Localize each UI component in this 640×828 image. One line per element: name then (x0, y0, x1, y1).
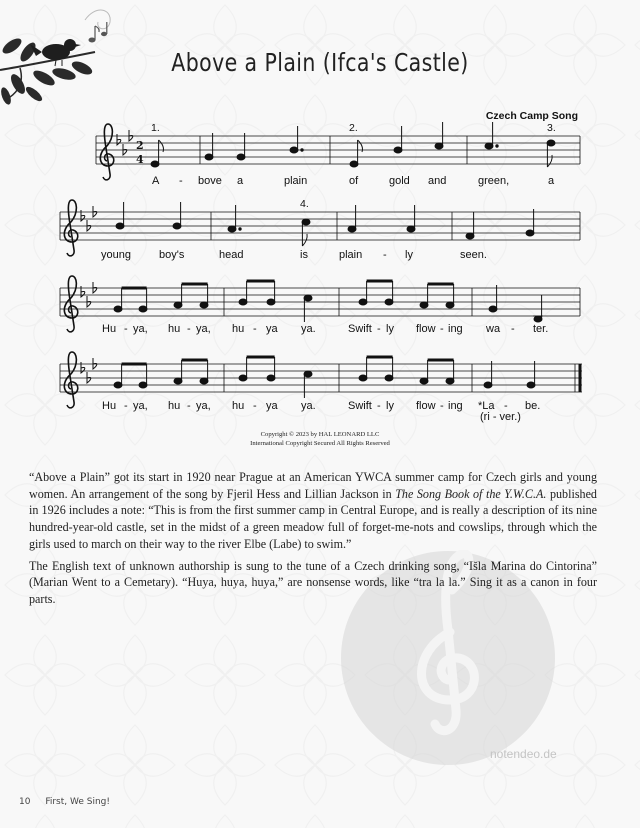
copyright-notice: Copyright © 2023 by HAL LEONARD LLC International Copyright Secured All Rights Reserved (250, 431, 390, 447)
song-description (29, 469, 597, 613)
page-footer (19, 797, 122, 807)
svg-text:-: - (179, 175, 183, 187)
svg-text:a: a (237, 175, 244, 187)
svg-text:ing: ing (448, 400, 463, 412)
svg-text:ya.: ya. (301, 323, 316, 335)
svg-text:-: - (504, 400, 508, 412)
paragraph-2: The English text of unknown authorship is sung to the tune of a Czech drinking song, “Išla Marina do Cintorina” (Marian Went to a Cemetary). “Huya, huya, huya,” are nonsense words, like “tra la la.” Sing it as a canon in four parts. (29, 558, 597, 606)
svg-text:ya,: ya, (133, 323, 148, 335)
svg-text:ya,: ya, (196, 323, 211, 335)
svg-text:ya: ya (266, 323, 278, 335)
canon-entry-4: 4. (300, 198, 309, 210)
staff-2 (60, 212, 580, 240)
svg-text:hu: hu (232, 323, 245, 335)
svg-text:ya,: ya, (133, 400, 148, 412)
svg-text:A: A (152, 175, 160, 187)
svg-text:-: - (124, 323, 128, 335)
svg-text:is: is (300, 249, 308, 261)
svg-text:head: head (219, 249, 244, 261)
svg-text:hu: hu (168, 400, 181, 412)
svg-text:gold: gold (389, 175, 410, 187)
staff-1 (96, 136, 580, 164)
svg-text:green,: green, (478, 175, 510, 187)
svg-text:4: 4 (136, 153, 144, 166)
svg-text:ly: ly (386, 323, 394, 335)
lyrics-line-2 (101, 249, 487, 261)
lyrics-line-3 (102, 323, 548, 335)
svg-text:boy's: boy's (159, 249, 185, 261)
svg-text:hu: hu (232, 400, 245, 412)
svg-text:ing: ing (448, 323, 463, 335)
svg-text:2: 2 (136, 139, 144, 152)
lyrics-line-4 (102, 400, 540, 423)
watermark-text: notendeo.de (490, 747, 557, 761)
staff-4 (60, 364, 582, 392)
book-title: First, We Sing! (45, 797, 110, 807)
song-attribution: Czech Camp Song (485, 110, 578, 122)
staff-3 (60, 288, 580, 316)
svg-text:ya: ya (266, 400, 278, 412)
svg-text:-: - (253, 323, 257, 335)
svg-text:-: - (253, 400, 257, 412)
svg-text:ya,: ya, (196, 400, 211, 412)
svg-text:hu: hu (168, 323, 181, 335)
canon-entry-3: 3. (547, 122, 556, 134)
svg-text:young: young (101, 249, 131, 261)
svg-text:Swift: Swift (348, 323, 372, 335)
svg-text:plain: plain (284, 175, 308, 187)
svg-text:Hu: Hu (102, 400, 117, 412)
svg-text:ter.: ter. (533, 323, 549, 335)
svg-text:Hu: Hu (102, 323, 117, 335)
svg-text:-: - (383, 249, 387, 261)
lyrics-line-1 (152, 175, 555, 187)
svg-text:-: - (440, 400, 444, 412)
canon-entry-2: 2. (349, 122, 358, 134)
svg-text:a: a (548, 175, 555, 187)
paragraph-1: “Above a Plain” got its start in 1920 near Prague at an American YWCA summer camp for Czech girls and young women. An arrangement of the song by Fjeril Hess and Lillian Jackson in The Song Book of the Y.W.C.A. published in 1926 includes a note: “This is from the first summer camp in Central Europe, and is really a description of its nine hundred-year-old castle, set in the midst of a green meadow full of forget-me-nots and cowslips, through which the girls used to march on their way to the river Elbe (Labe) to swim.” (29, 470, 597, 551)
svg-text:-: - (124, 400, 128, 412)
canon-entry-1: 1. (151, 122, 160, 134)
svg-text:plain: plain (339, 249, 363, 261)
svg-text:ly: ly (386, 400, 394, 412)
svg-text:bove: bove (198, 175, 222, 187)
svg-text:wa: wa (486, 323, 501, 335)
svg-text:-: - (440, 323, 444, 335)
svg-text:Swift: Swift (348, 400, 372, 412)
svg-text:of: of (349, 175, 359, 187)
svg-text:be.: be. (525, 400, 541, 412)
svg-text:-: - (187, 400, 191, 412)
lyrics-alt-text: (ri - ver.) (480, 411, 521, 423)
svg-text:ya.: ya. (301, 400, 316, 412)
svg-text:-: - (187, 323, 191, 335)
svg-text:flow: flow (416, 323, 436, 335)
svg-text:*La: *La (478, 400, 495, 412)
svg-text:seen.: seen. (460, 249, 487, 261)
svg-text:-: - (377, 323, 381, 335)
svg-text:flow: flow (416, 400, 436, 412)
svg-text:-: - (511, 323, 515, 335)
page-number: 10 (19, 797, 31, 807)
svg-text:and: and (428, 175, 447, 187)
page-title: Above a Plain (Ifca's Castle) (171, 48, 469, 77)
svg-text:ly: ly (405, 249, 413, 261)
svg-text:-: - (377, 400, 381, 412)
